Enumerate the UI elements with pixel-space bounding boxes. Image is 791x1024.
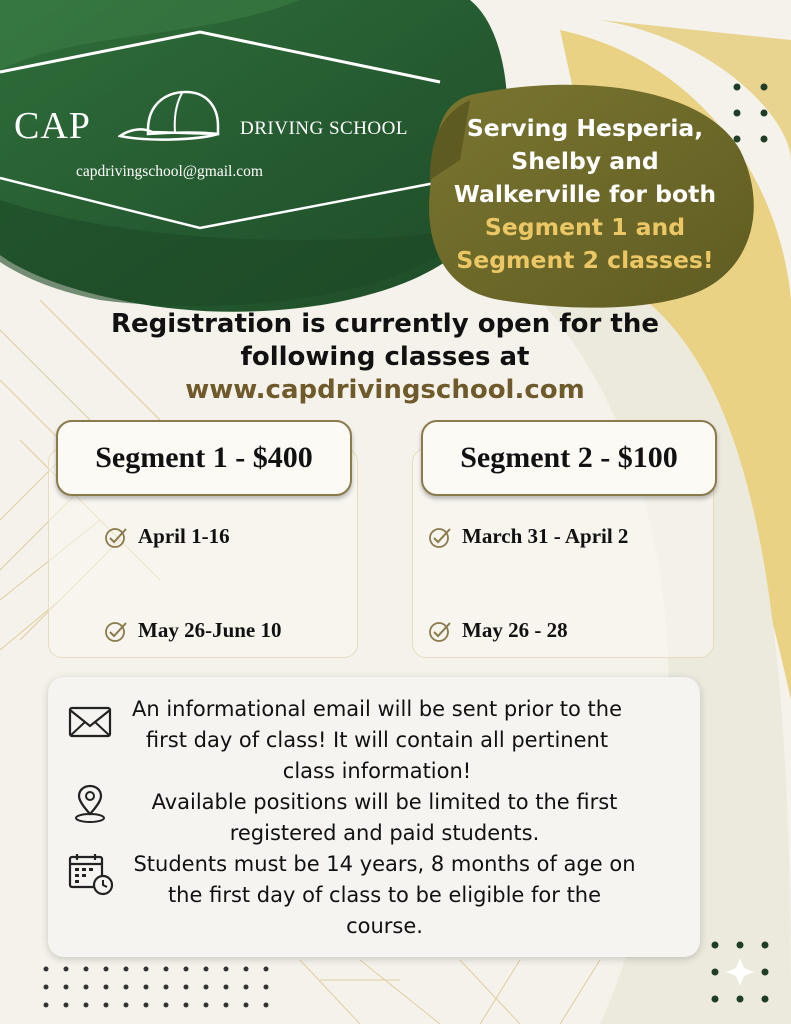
email-note (112, 694, 642, 787)
date-label: March 31 - April 2 (462, 524, 629, 548)
note-line: Available positions will be limited to the first (151, 790, 618, 814)
note-line: class information! (282, 759, 472, 783)
registration-heading (90, 308, 680, 407)
registration-line: Registration is currently open for the (111, 309, 659, 339)
check-circle-icon (104, 619, 128, 643)
bubble-highlight: Segment 2 classes! (456, 246, 714, 274)
location-pin-icon (72, 784, 108, 824)
note-line: the first day of class to be eligible for the (167, 883, 602, 907)
check-circle-icon (428, 619, 452, 643)
bubble-line: Shelby and (511, 147, 659, 175)
date-label: May 26 - 28 (462, 618, 568, 642)
brand-subtitle: DRIVING SCHOOL (240, 118, 408, 139)
bubble-line: Walkerville for both (453, 180, 717, 208)
bubble-line: Serving Hesperia, (466, 114, 704, 142)
check-circle-icon (428, 525, 452, 549)
envelope-icon (68, 706, 112, 738)
brand-email[interactable]: capdrivingschool@gmail.com (76, 163, 263, 180)
service-area-bubble (440, 112, 730, 277)
positions-note (112, 787, 657, 849)
registration-line: following classes at (240, 342, 530, 372)
segment-2-title: Segment 2 - $100 (421, 420, 717, 496)
date-label: April 1-16 (138, 524, 230, 548)
segment-2-date (428, 618, 568, 643)
segment-1-date (104, 524, 230, 549)
segment-1-title: Segment 1 - $400 (56, 420, 352, 496)
note-line: An informational email will be sent prior to the (131, 697, 623, 721)
brand-name: CAP (14, 105, 91, 147)
check-circle-icon (104, 525, 128, 549)
segment-1-date (104, 618, 282, 643)
cap-icon (118, 86, 222, 144)
note-line: first day of class! It will contain all pertinent (145, 728, 609, 752)
note-line: course. (346, 914, 423, 938)
note-line: Students must be 14 years, 8 months of age on (133, 852, 636, 876)
note-line: registered and paid students. (229, 821, 540, 845)
segment-2-date (428, 524, 628, 549)
age-note (112, 849, 657, 942)
date-label: May 26-June 10 (138, 618, 282, 642)
bubble-highlight: Segment 1 and (484, 213, 686, 241)
website-link[interactable]: www.capdrivingschool.com (185, 375, 585, 405)
calendar-clock-icon (68, 852, 114, 896)
